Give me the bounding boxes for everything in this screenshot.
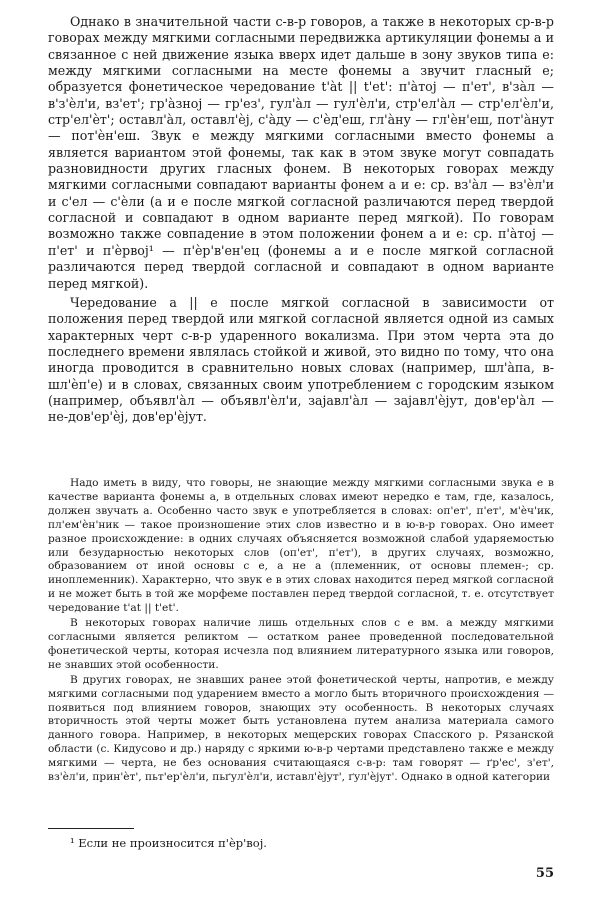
small-paragraph-1: Надо иметь в виду, что говоры, не знающие между мягкими согласными звука е в качестве варианта фонемы а, в отдельных словах имеют нередко е там, где, казалось, должен звучать а. Особенно часто звук е употребляется в словах: оп'ет', п'ет', м'èч'ик, пл'ем'èн'ник — такое произношение этих слов известно и в ю-в-р говорах. Оно имеет разное происхождение: в одних случаях объясняется возможной слабой ударяемостью или безударностью некоторых слов (оп'ет', п'ет'), в других случаях, возможно, образованием от иной основы с е, а не а (племенник, от основы племен-; ср. иноплеменник). Характерно, что звук е в этих словах находится перед мягкой согласной и не может быть в той же морфеме поставлен перед твердой согласной, т. е. отсутствует чередование t'at || t'et'.	[48, 477, 554, 615]
page-number: 55	[535, 866, 554, 881]
small-print-block	[48, 477, 554, 785]
footnote: ¹ Если не произносится п'èр'вoj.	[70, 836, 267, 850]
small-paragraph-2: В некоторых говорах наличие лишь отдельных слов с е вм. а между мягкими согласными является реликтом — остатком ранее проведенной последовательной фонетической черты, которая исчезла под влиянием литературного языка или говоров, не знавших этой особенности.	[48, 617, 554, 671]
main-paragraph-1: Однако в значительной части с-в-р говоров, а также в некоторых ср-в-р говорах между мягкими согласными передвижка артикуляции фонемы а и связанное с ней движение языка вверх идет дальше в зону звуков типа е: между мягкими согласными на месте фонемы а звучит гласный е; образуется фонетическое чередование t'àt || t'et': п'àтoj — п'ет', в'зàл — в'з'èл'и, вз'ет'; гр'àзнoj — гр'ез', гул'àл — гул'èл'и, стр'ел'àл — стр'ел'èл'и, стр'ел'èт'; оставл'àл, оставл'èj, с'àду — с'èд'еш, гл'àну — гл'èн'еш, пот'àнут — пот'èн'еш. Звук е между мягкими согласными вместо фонемы а является вариантом этой фонемы, так как в этом звуке могут совпадать разновидности других гласных фонем. В некоторых говорах между мягкими согласными совпадают варианты фонем а и е: ср. вз'àл — вз'èл'и и с'ел — с'èли (а и е после мягкой согласной различаются перед твердой согласной и совпадают в одном варианте перед мягкой). По говорам возможно также совпадение в этом положении фонем а и е: ср. п'àтoj — п'ет' и п'èрвoj¹ — п'èр'в'ен'ец (фонемы а и е после мягкой согласной различаются перед твердой согласной и совпадают в одном варианте перед мягкой).	[48, 14, 554, 291]
main-paragraph-2: Чередование а || е после мягкой согласной в зависимости от положения перед твердой или мягкой согласной является одной из самых характерных черт с-в-р ударенного вокализма. При этом черта эта до последнего времени являлась стойкой и живой, это видно по тому, что она иногда проводится в сравнительно новых словах (например, шл'àпа, в-шл'èп'е) и в словах, связанных своим употреблением с городским языком (например, объявл'àл — объявл'èл'и, зajавл'àл — зajавл'èjут, дов'ер'àл — не-дов'ер'èj, дов'ер'èjут.	[48, 294, 554, 425]
footnote-divider	[48, 828, 134, 829]
small-paragraph-3: В других говорах, не знавших ранее этой фонетической черты, напротив, е между мягкими согласными под ударением вместо а могло быть вторичного происхождения — появиться под влиянием говоров, знающих эту особенность. В некоторых случаях вторичность этой черты может быть установлена путем анализа материала самого данного говора. Например, в некоторых мещерских говорах Спасского р. Рязанской области (с. Кидусово и др.) наряду с яркими ю-в-р чертами представлено также е между мягкими — черта, не без основания считающаяся с-в-р: там говорят — ґр'ес', з'ет', вз'èл'и, прин'èт', пьт'ер'èл'и, пьґул'èл'и, иставл'èjут', ґул'èjут'. Однако в одной категории	[48, 673, 554, 784]
main-text-block	[48, 14, 554, 426]
